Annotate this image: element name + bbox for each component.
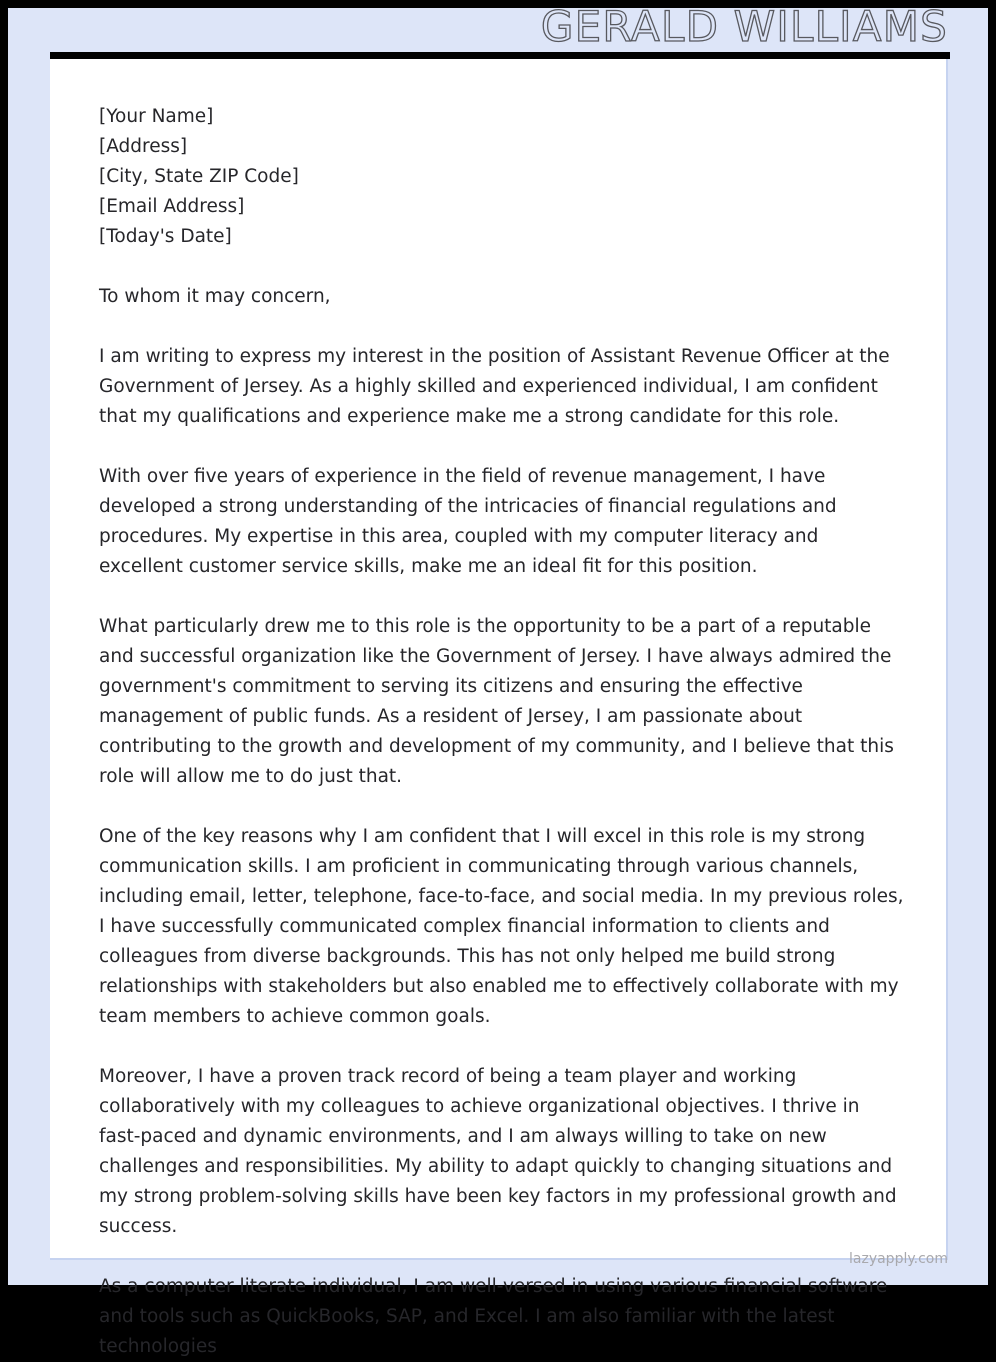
letter-paragraph: What particularly drew me to this role is the opportunity to be a part of a reputable and successful organization like the Government of Jersey. I have always admired the government's commitment to serving its citizens and ensuring the effective management of public funds. As a resident of Jersey, I am passionate about contributing to the growth and development of my community, and I believe that this role will allow me to do just that. (99, 616, 894, 787)
sender-street-line: [Address] (99, 136, 188, 157)
letter-paragraph: One of the key reasons why I am confident that I will excel in this role is my strong communication skills. I am proficient in communicating through various channels, including email, letter, telephone, face-to-face, and social media. In my previous roles, I have successfully communicated complex financial information to clients and colleagues from diverse backgrounds. This has not only helped me build strong relationships with stakeholders but also enabled me to effectively collaborate with my team members to achieve common goals. (99, 826, 904, 1027)
document-canvas (8, 2, 988, 1357)
watermark-label: lazyapply.com (849, 1251, 948, 1267)
letter-paragraph: I am writing to express my interest in the position of Assistant Revenue Officer at the Government of Jersey. As a highly skilled and experienced individual, I am confident that my qualifications and experience make me a strong candidate for this role. (99, 346, 890, 427)
header-divider-rule (50, 52, 950, 59)
letter-paragraph: With over five years of experience in the field of revenue management, I have developed a strong understanding of the intricacies of financial regulations and procedures. My expertise in this area, coupled with my computer literacy and excellent customer service skills, make me an ideal fit for this position. (99, 466, 837, 577)
letter-paragraph: As a computer literate individual, I am well-versed in using various financial software and tools such as QuickBooks, SAP, and Excel. I am also familiar with the latest technologies (99, 1276, 888, 1357)
letterhead-band (8, 2, 988, 51)
sender-email-line: [Email Address] (99, 196, 245, 217)
salutation: To whom it may concern, (99, 286, 331, 307)
sender-name-line: [Your Name] (99, 106, 214, 127)
page-title: GERALD WILLIAMS (540, 2, 948, 51)
cover-letter-body (99, 102, 905, 1362)
letter-paragraph: Moreover, I have a proven track record of being a team player and working collaboratively with my colleagues to achieve organizational objectives. I thrive in fast-paced and dynamic environments, and I am always willing to take on new challenges and responsibilities. My ability to adapt quickly to changing situations and my strong problem-solving skills have been key factors in my professional growth and success. (99, 1066, 897, 1237)
sender-address-block (99, 102, 905, 252)
sender-date-line: [Today's Date] (99, 226, 232, 247)
sender-city-state-zip-line: [City, State ZIP Code] (99, 166, 299, 187)
